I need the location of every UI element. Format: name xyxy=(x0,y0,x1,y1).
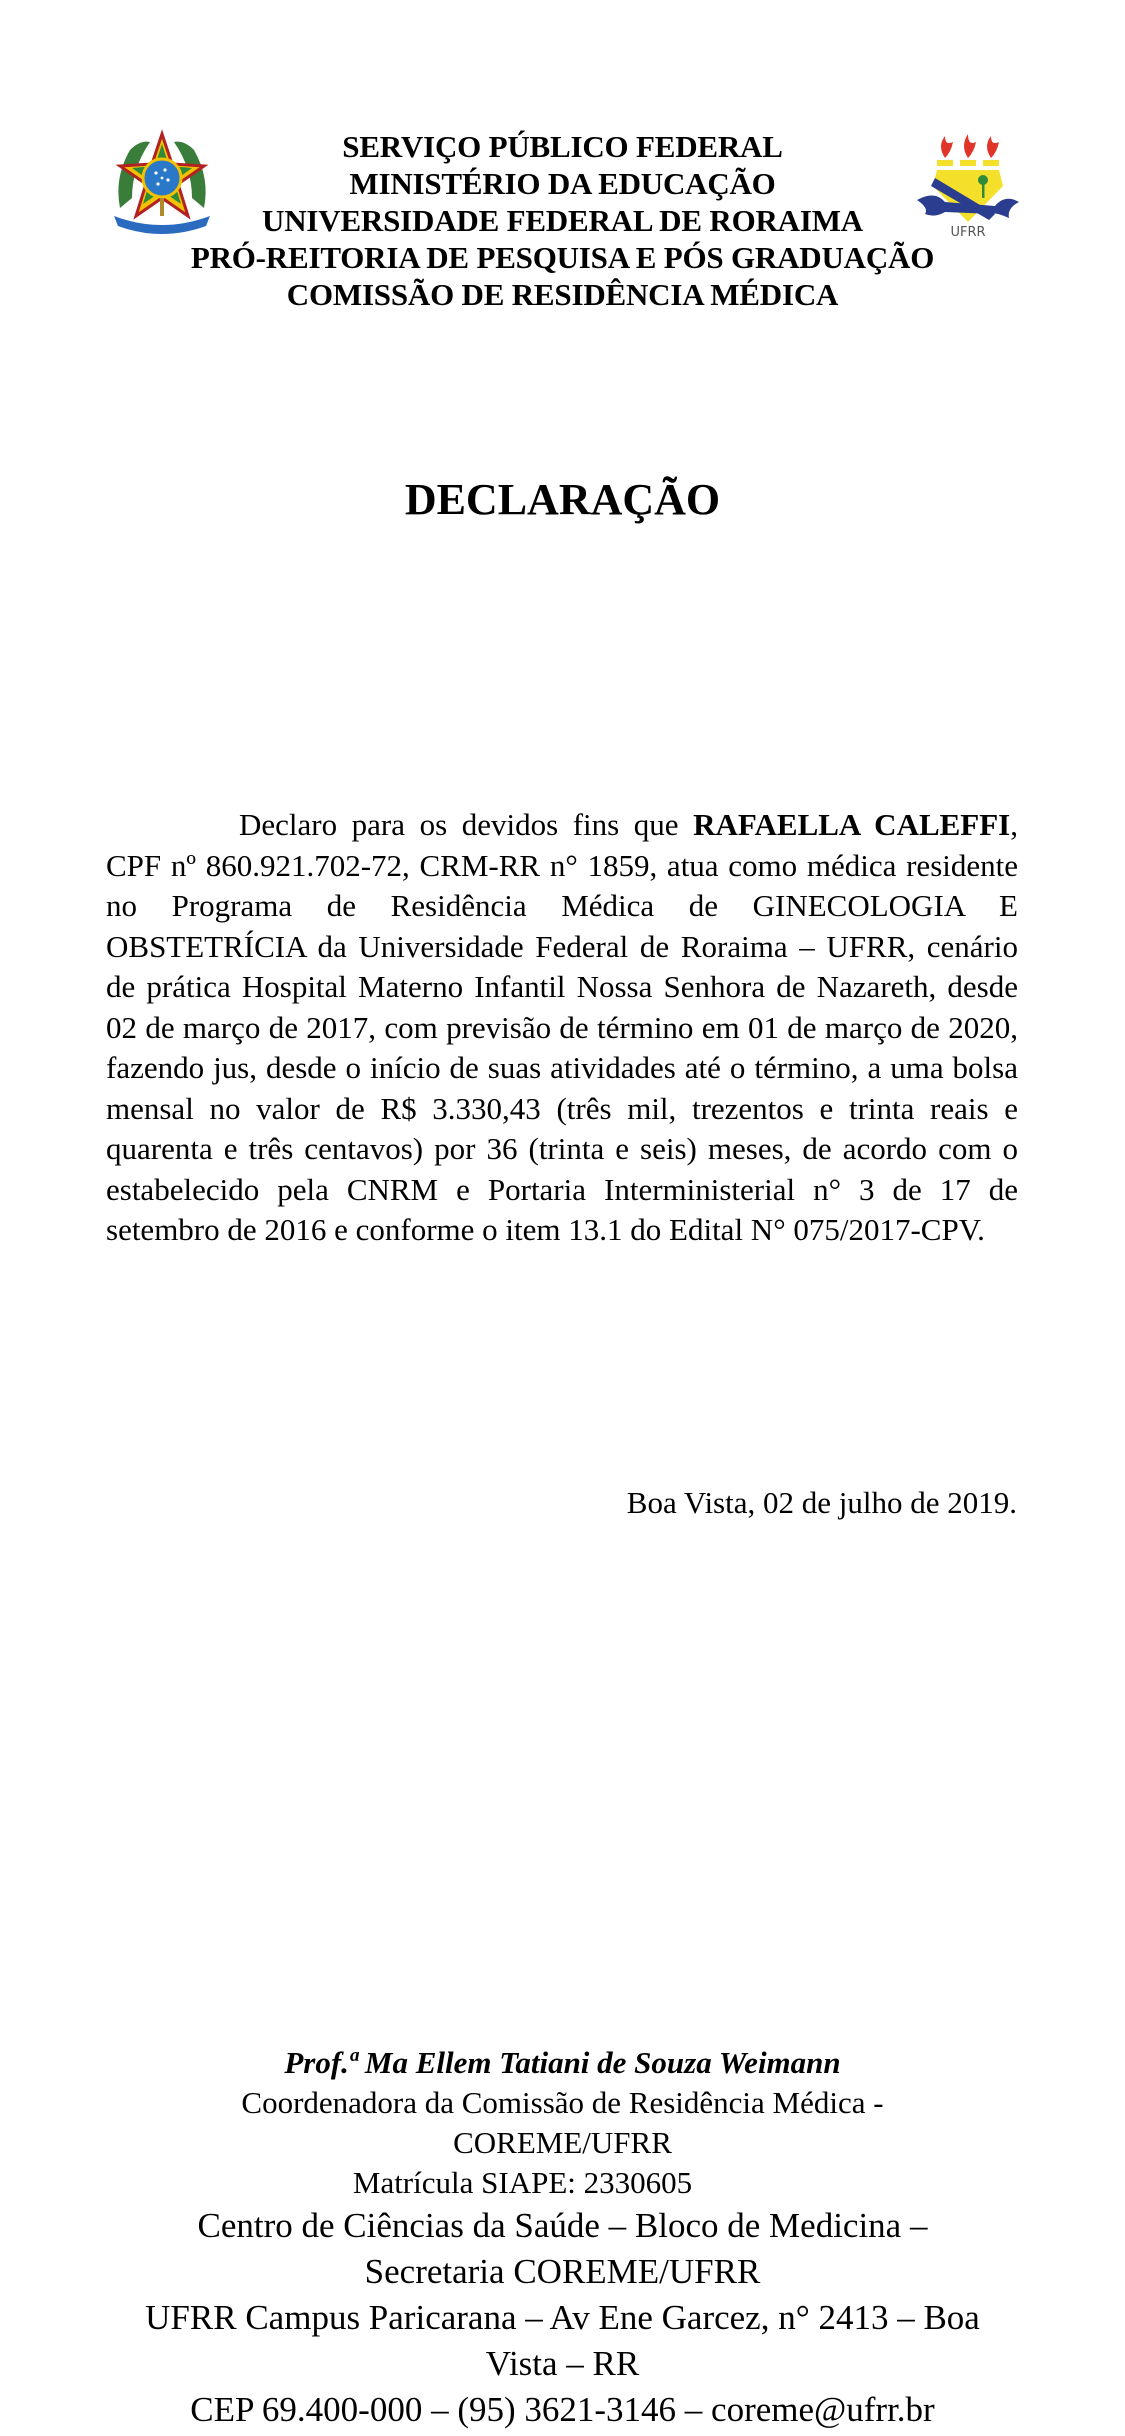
resident-name: RAFAELLA CALEFFI xyxy=(693,807,1011,842)
footer-address-line3: UFRR Campus Paricarana – Av Ene Garcez, n° 2413 – Boa xyxy=(145,2298,980,2337)
header-line-service: SERVIÇO PÚBLICO FEDERAL xyxy=(342,129,783,164)
document-date: Boa Vista, 02 de julho de 2019. xyxy=(626,1485,1017,1520)
body-text: , CPF nº 860.921.702-72, CRM-RR n° 1859, atua como médica residente no Programa de Residência Médica de GINECOLOGIA E OBSTETRÍCIA da Universidade Federal de Roraima – UFRR, cenário de prática Hospital Materno Infantil Nossa Senhora de Nazareth, desde 02 de março de 2017, com previsão de término em 01 de março de 2020, fazendo jus, desde o início de suas atividades até o término, a uma bolsa mensal no valor de R$ 3.330,43 (três mil, trezentos e trinta reais e quarenta e três centavos) por 36 (trinta e seis) meses, de acordo com o estabelecido pela CNRM e Portaria Interministerial n° 3 de 17 de setembro de 2016 e conforme o item 13.1 do Edital N° 075/2017-CPV. xyxy=(106,807,1018,1247)
footer-contact-line: CEP 69.400-000 – (95) 3621-3146 – coreme@ufrr.br xyxy=(190,2390,935,2429)
ufrr-logo-caption: UFRR xyxy=(950,225,986,240)
body-intro: Declaro para os devidos fins que xyxy=(239,807,694,842)
signatory-role-line1: Coordenadora da Comissão de Residência Médica - xyxy=(241,2085,884,2120)
declaration-body xyxy=(106,805,1018,1251)
signature-block xyxy=(0,2043,1125,2433)
footer-address-line1: Centro de Ciências da Saúde – Bloco de Medicina – xyxy=(197,2206,928,2245)
footer-address-line4: Vista – RR xyxy=(485,2344,640,2383)
header-line-university: UNIVERSIDADE FEDERAL DE RORAIMA xyxy=(262,203,863,238)
signatory-siape: Matrícula SIAPE: 2330605 xyxy=(352,2165,693,2200)
footer-address-line2: Secretaria COREME/UFRR xyxy=(364,2252,761,2291)
ufrr-logo-icon xyxy=(915,128,1021,240)
signatory-name: Prof.ª Ma Ellem Tatiani de Souza Weimann xyxy=(284,2045,841,2080)
signatory-role-line2: COREME/UFRR xyxy=(453,2125,672,2160)
header-line-commission: COMISSÃO DE RESIDÊNCIA MÉDICA xyxy=(286,277,839,312)
header-line-ministry: MINISTÉRIO DA EDUCAÇÃO xyxy=(349,166,776,201)
document-title: DECLARAÇÃO xyxy=(404,475,721,524)
header-line-pro-rectory: PRÓ-REITORIA DE PESQUISA E PÓS GRADUAÇÃO xyxy=(190,240,935,275)
